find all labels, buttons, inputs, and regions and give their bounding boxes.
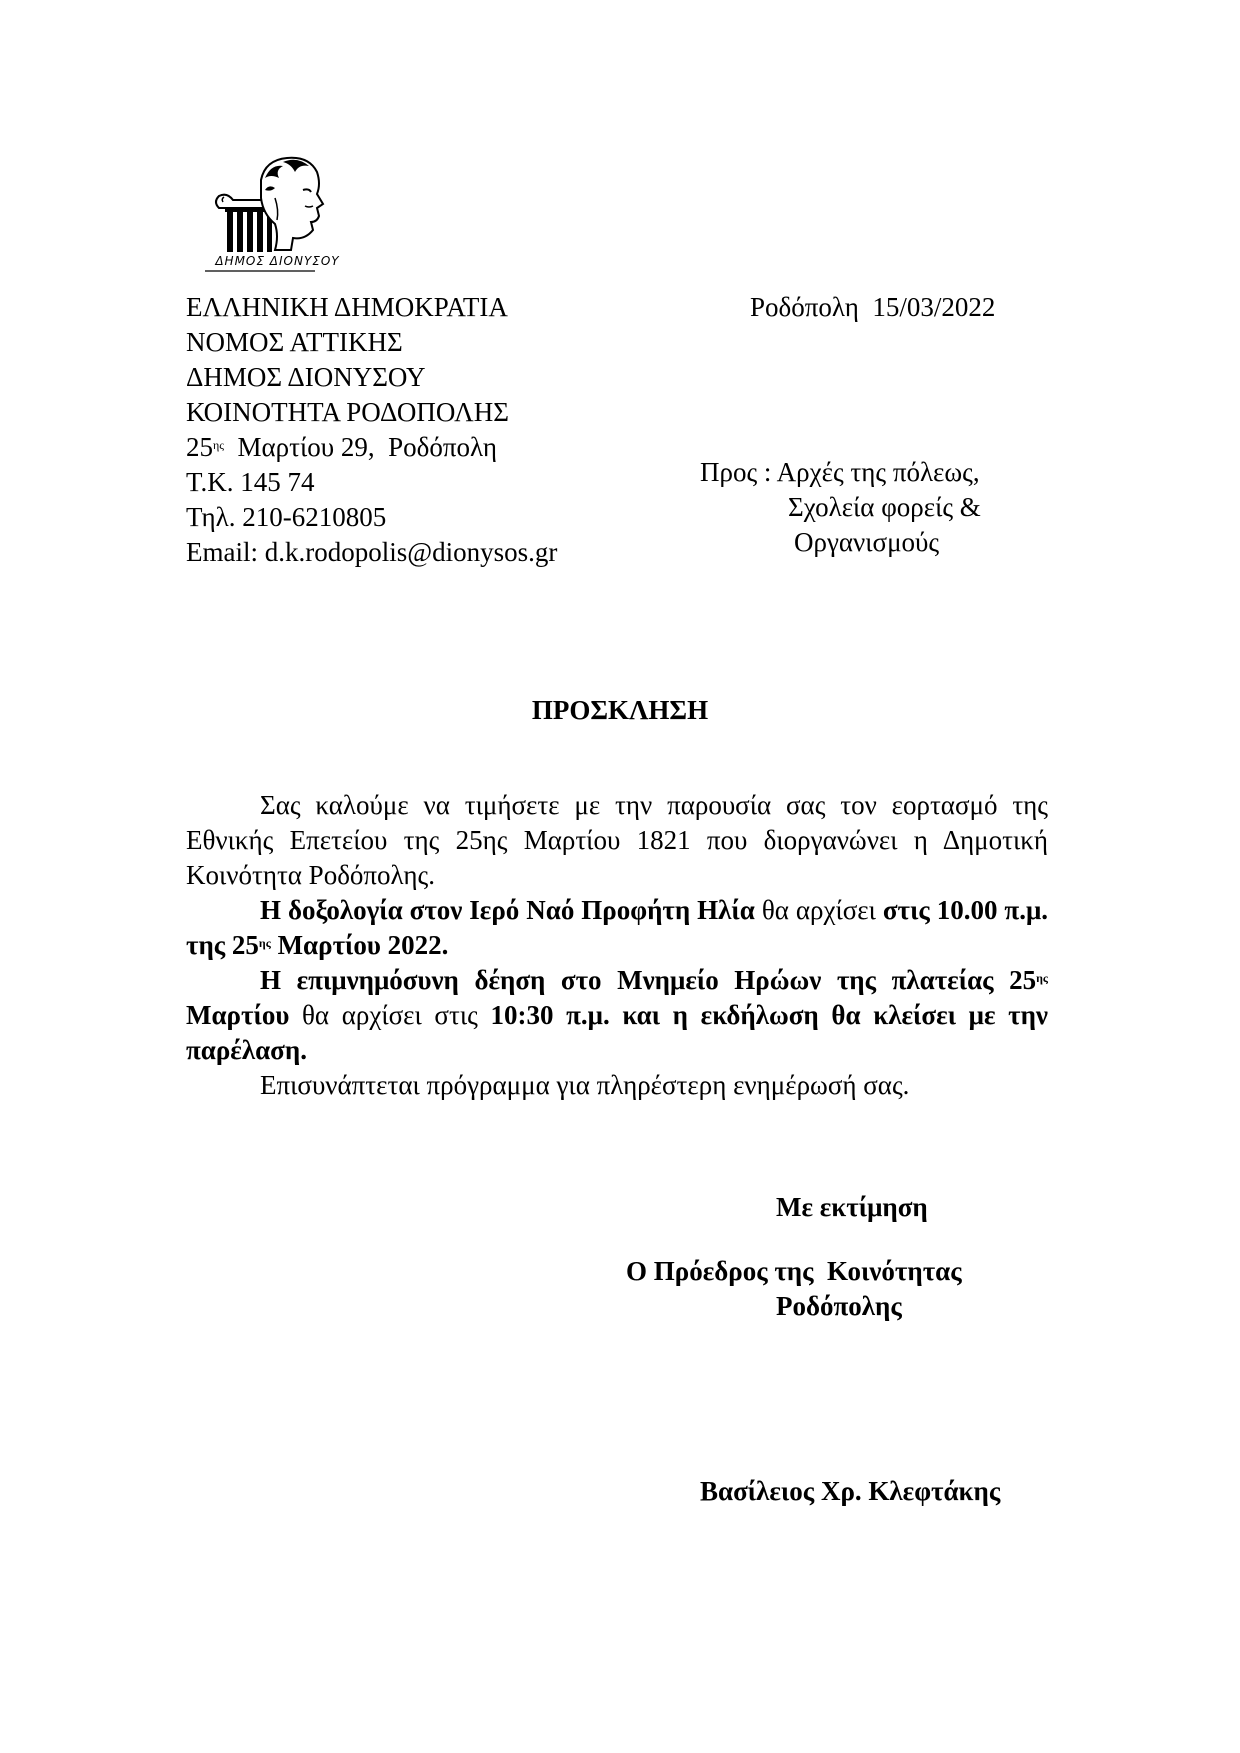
address-number: 25 [186, 432, 213, 462]
logo-caption: ΔΗΜΟΣ ΔΙΟΝΥΣΟΥ [215, 254, 340, 268]
doxology-connector: θα αρχίσει [754, 895, 883, 925]
body-paragraph-2 [186, 893, 1048, 963]
document-date: Ροδόπολη 15/03/2022 [750, 292, 996, 322]
doxology-time: στις 10.00 π.μ. της 25 [186, 895, 1049, 960]
sender-phone: Τηλ. 210-6210805 [186, 502, 387, 532]
memorial-connector: θα αρχίσει στις [289, 1000, 491, 1030]
body-paragraph-4: Επισυνάπτεται πρόγραμμα για πληρέστερη ενημέρωσή σας. [260, 1070, 910, 1100]
address-street: Μαρτίου 29, Ροδόπολη [224, 432, 497, 462]
sender-municipality: ΔΗΜΟΣ ΔΙΟΝΥΣΟΥ [186, 362, 426, 392]
signatory-role-line-1: Ο Πρόεδρος της Κοινότητας [626, 1256, 962, 1286]
memorial-location: Η επιμνημόσυνη δέηση στο Μνημείο Ηρώων της πλατείας 25 [260, 965, 1037, 995]
doxology-date: Μαρτίου 2022. [270, 930, 449, 960]
address-ordinal: ης [213, 438, 225, 452]
memorial-time: 10:30 π.μ. και η εκδήλωση θα κλείσει με την παρέλαση. [186, 1000, 1048, 1065]
recipients-block [700, 455, 981, 560]
doxology-ordinal: ης [258, 936, 271, 950]
document-body [186, 788, 1048, 1103]
sender-address [186, 430, 557, 465]
body-paragraph-1: Σας καλούμε να τιμήσετε με την παρουσία σας τον εορτασμό της Εθνικής Επετείου της 25ης Μαρτίου 1821 που διοργανώνει η Δημοτική Κοινότητα Ροδόπολης. [186, 790, 1048, 890]
recipients-line-2: Σχολεία φορείς & [788, 492, 981, 522]
sender-country: ΕΛΛΗΝΙΚΗ ΔΗΜΟΚΡΑΤΙΑ [186, 292, 508, 322]
recipients-line-3: Οργανισμούς [794, 527, 940, 557]
recipients-line-1: Προς : Αρχές της πόλεως, [700, 457, 980, 487]
sender-postal-code: Τ.Κ. 145 74 [186, 467, 315, 497]
doxology-location: Η δοξολογία στον Ιερό Ναό Προφήτη Ηλία [260, 895, 755, 925]
sender-email: Email: d.k.rodopolis@dionysos.gr [186, 537, 558, 567]
sender-block [186, 290, 557, 570]
signatory-role-line-2: Ροδόπολης [776, 1291, 902, 1321]
memorial-square-name: Μαρτίου [186, 1000, 290, 1030]
body-paragraph-3 [186, 963, 1048, 1068]
document-title: ΠΡΟΣΚΛΗΣΗ [531, 695, 709, 725]
municipality-logo [205, 150, 350, 285]
closing-regards: Με εκτίμηση [776, 1192, 928, 1222]
signatory-name: Βασίλειος Χρ. Κλεφτάκης [700, 1476, 1001, 1506]
memorial-ordinal: ης [1036, 971, 1048, 985]
sender-community: ΚΟΙΝΟΤΗΤΑ ΡΟΔΟΠΟΛΗΣ [186, 397, 509, 427]
sender-prefecture: ΝΟΜΟΣ ΑΤΤΙΚΗΣ [186, 327, 403, 357]
